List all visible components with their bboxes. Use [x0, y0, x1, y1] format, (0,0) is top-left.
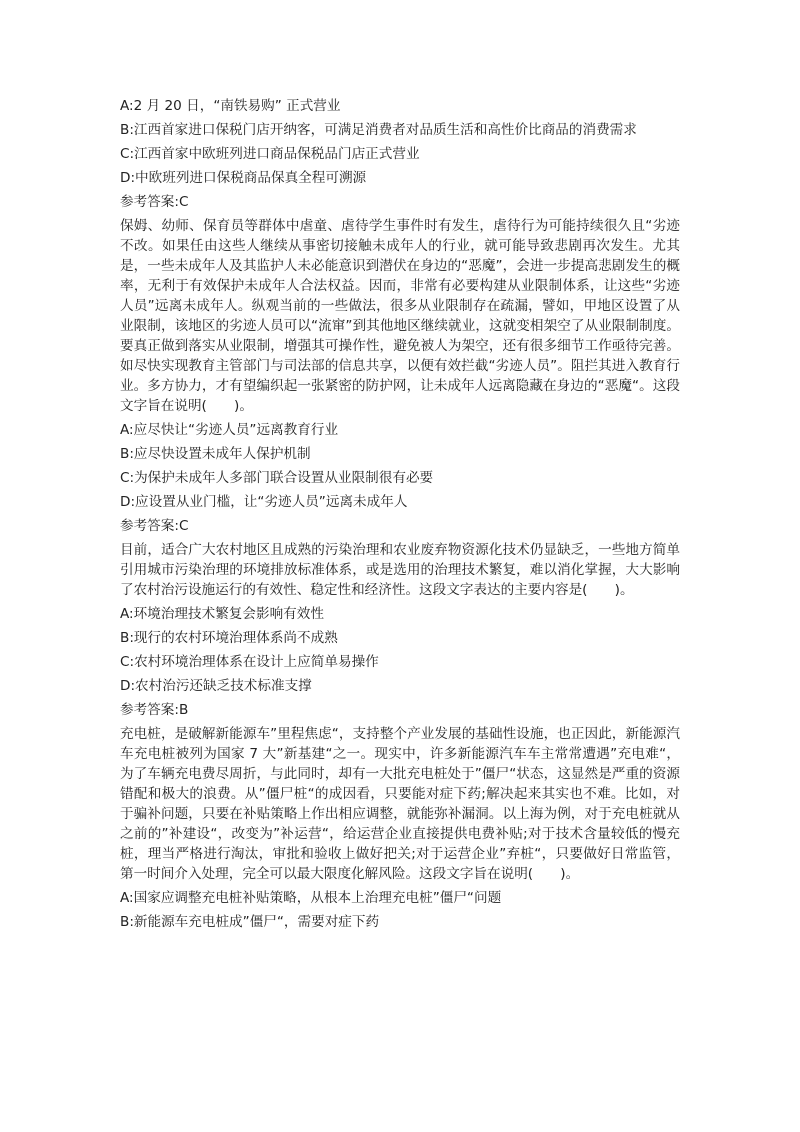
q4-stem: 充电桩，是破解新能源车”里程焦虑“，支持整个产业发展的基础性设施，也正因此，新能源汽车充电桩被列为国家 7 大”新基建“之一。现实中，许多新能源汽车车主常常遭遇”充电难“，为了车辆充电费尽周折，与此同时，却有一大批充电桩处于”僵尸“状态，这显然是严重的资源错配和极大的浪费。从”僵尸桩“的成因看，只要能对症下药;解决起来其实也不难。比如，对于骗补问题，只要在补贴策略上作出相应调整，就能弥补漏洞。以上海为例，对于充电桩就从之前的”补建设“，改变为”补运营“，给运营企业直接提供电费补贴;对于技术含量较低的慢充桩，理当严格进行淘汰，审批和验收上做好把关;对于运营企业”弃桩“，只要做好日常监管，第一时间介入处理，完全可以最大限度化解风险。这段文字旨在说明( )。 [120, 726, 680, 882]
q2-option-a: A:应尽快让“劣迹人员”远离教育行业 [120, 422, 339, 438]
q1-answer: 参考答案:C [120, 194, 189, 210]
q3-stem: 目前，适合广大农村地区且成熟的污染治理和农业废弃物资源化技术仍显缺乏，一些地方简单引用城市污染治理的环境排放标准体系，或是选用的治理技术繁复，难以消化掌握，大大影响了农村治污设施运行的有效性、稳定性和经济性。这段文字表达的主要内容是( )。 [120, 542, 680, 598]
q2-answer: 参考答案:C [120, 518, 189, 534]
q2-option-d: D:应设置从业门槛，让“劣迹人员”远离未成年人 [120, 494, 408, 510]
document-page [120, 96, 680, 936]
q4-option-b: B:新能源车充电桩成”僵尸“，需要对症下药 [120, 914, 380, 930]
q1-option-b: B:江西首家进口保税门店开纳客，可满足消费者对品质生活和高性价比商品的消费需求 [120, 122, 637, 138]
q4-option-a: A:国家应调整充电桩补贴策略，从根本上治理充电桩”僵尸“问题 [120, 890, 502, 906]
q3-option-a: A:环境治理技术繁复会影响有效性 [120, 606, 324, 622]
q2-stem: 保姆、幼师、保育员等群体中虐童、虐待学生事件时有发生，虐待行为可能持续很久且“劣迹不改。如果任由这些人继续从事密切接触未成年人的行业，就可能导致悲剧再次发生。尤其是，一些未成年人及其监护人未必能意识到潜伏在身边的“恶魔”，会进一步提高悲剧发生的概率，无利于有效保护未成年人合法权益。因而，非常有必要构建从业限制体系，让这些“劣迹人员”远离未成年人。纵观当前的一些做法，很多从业限制存在疏漏，譬如，甲地区设置了从业限制，该地区的劣迹人员可以“流窜”到其他地区继续就业，这就变相架空了从业限制制度。要真正做到落实从业限制，增强其可操作性，避免被人为架空，还有很多细节工作亟待完善。如尽快实现教育主管部门与司法部的信息共享，以便有效拦截“劣迹人员”。阻拦其进入教育行业。多方协力，才有望编织起一张紧密的防护网，让未成年人远离隐藏在身边的“恶魔“。这段文字旨在说明( )。 [120, 218, 680, 414]
q1-option-c: C:江西首家中欧班列进口商品保税品门店正式营业 [120, 146, 420, 162]
q2-option-b: B:应尽快设置未成年人保护机制 [120, 446, 311, 462]
q1-option-a: A:2 月 20 日，“南铁易购” 正式营业 [120, 98, 341, 114]
q3-option-b: B:现行的农村环境治理体系尚不成熟 [120, 630, 338, 646]
q2-option-c: C:为保护未成年人多部门联合设置从业限制很有必要 [120, 470, 434, 486]
q1-option-d: D:中欧班列进口保税商品保真全程可溯源 [120, 170, 367, 186]
q3-answer: 参考答案:B [120, 702, 189, 718]
q3-option-d: D:农村治污还缺乏技术标准支撑 [120, 678, 312, 694]
q3-option-c: C:农村环境治理体系在设计上应简单易操作 [120, 654, 379, 670]
